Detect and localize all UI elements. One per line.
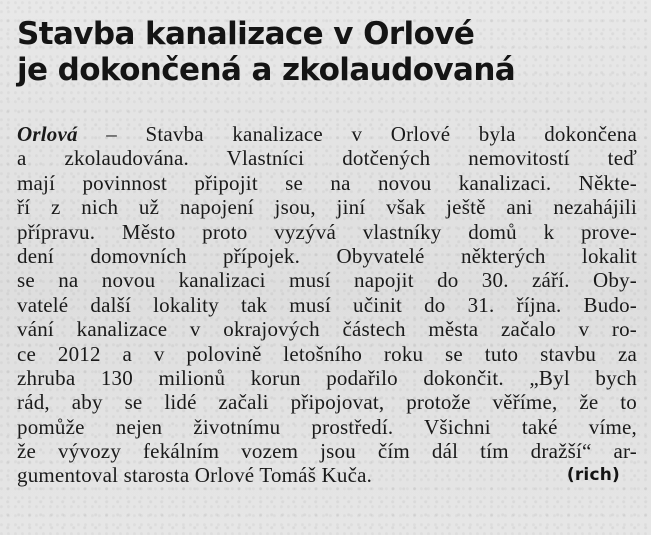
body-line-1-text: – Stavba kanalizace v Orlové byla dokončena bbox=[77, 122, 637, 146]
body-line-13: pomůže nejen životnímu prostředí. Všichni také víme, bbox=[17, 414, 637, 439]
headline-line-2: je dokončená a zkolaudovaná bbox=[17, 52, 516, 88]
body-line-5: přípravu. Město proto vyzývá vlastníky domů k prove- bbox=[17, 219, 637, 244]
article-byline: (rich) bbox=[566, 465, 620, 486]
body-line-15-text: gumentoval starosta Orlové Tomáš Kuča. bbox=[17, 463, 373, 488]
body-line-9: vání kanalizace v okrajových částech města začalo v ro- bbox=[17, 317, 637, 342]
body-line-10: ce 2012 a v polovině letošního roku se tuto stavbu za bbox=[17, 341, 637, 366]
headline-line-1: Stavba kanalizace v Orlové bbox=[17, 16, 475, 52]
body-line-3: mají povinnost připojit se na novou kanalizaci. Někte- bbox=[17, 170, 637, 195]
body-line-2: a zkolaudována. Vlastníci dotčených nemovitostí teď bbox=[17, 146, 637, 171]
body-line-8: vatelé další lokality tak musí učinit do 31. října. Budo- bbox=[17, 292, 637, 317]
body-line-4: ří z nich už napojení jsou, jiní však ještě ani nezahájili bbox=[17, 195, 637, 220]
body-line-14: že vývozy fekálním vozem jsou čím dál tím dražší“ ar- bbox=[17, 439, 637, 464]
article-body bbox=[17, 122, 637, 488]
body-line-1 bbox=[17, 122, 637, 146]
article-headline bbox=[17, 16, 637, 88]
body-line-11: zhruba 130 milionů korun podařilo dokončit. „Byl bych bbox=[17, 365, 637, 390]
body-line-7: se na novou kanalizaci musí napojit do 30. září. Oby- bbox=[17, 268, 637, 293]
body-line-12: rád, aby se lidé začali připojovat, protože věříme, že to bbox=[17, 390, 637, 415]
body-line-6: dení domovních přípojek. Obyvatelé některých lokalit bbox=[17, 243, 637, 268]
body-line-15 bbox=[17, 463, 637, 487]
article-dateline: Orlová bbox=[17, 122, 78, 146]
